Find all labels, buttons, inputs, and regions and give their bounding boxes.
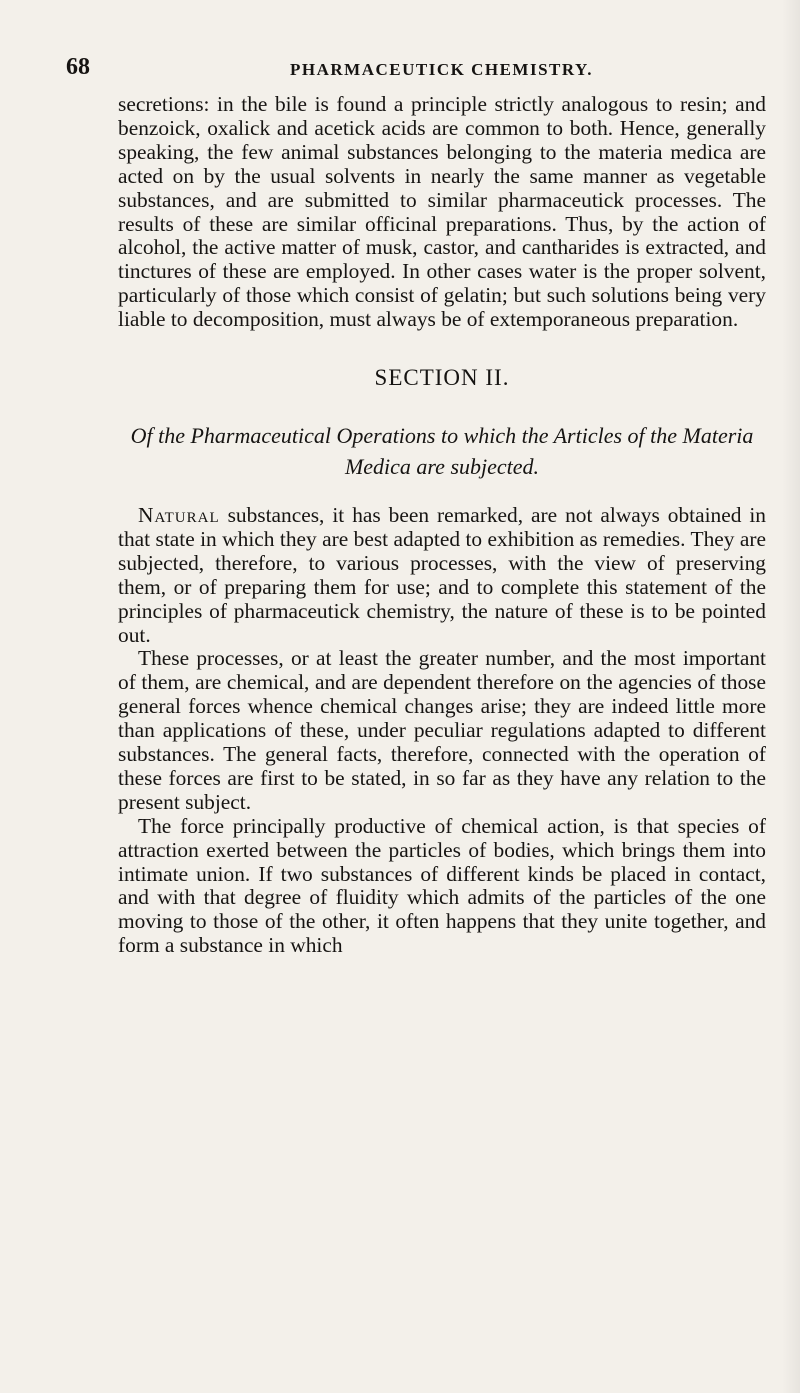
running-head — [66, 54, 760, 84]
page-number: 68 — [66, 54, 90, 80]
paragraph-chemical-force: The force principally productive of chemical action, is that species of attraction exerted between the particles of bodies, which brings them into intimate union. If two substances of different kinds be placed in contact, and with that degree of fluidity which admits of the particles of the one moving to those of the other, it often happens that they unite together, and form a substance in which — [118, 813, 766, 958]
paragraph-processes: These processes, or at least the greater number, and the most important of them, are chemical, and are dependent therefore on the agencies of those general forces whence chemical changes arise; they are indeed little more than applications of these, under peculiar regulations adapted to different substances. The general facts, therefore, connected with the operation of these forces are first to be stated, in so far as they have any relation to the present subject. — [118, 646, 766, 814]
section-heading: SECTION II. — [374, 365, 510, 391]
running-title: PHARMACEUTICK CHEMISTRY. — [290, 60, 594, 79]
paragraph-natural-substances — [118, 504, 766, 647]
section-subtitle: Of the Pharmaceutical Operations to which the Articles of the Materia Medica are subjected. — [130, 422, 754, 479]
page-edge-shadow — [782, 0, 800, 1393]
paragraph-secretions: secretions: in the bile is found a principle strictly analogous to resin; and benzoick, oxalick and acetick acids are common to both. Hence, generally speaking, the few animal substances belonging to the materia medica are acted on by the usual solvents in nearly the same manner as vegetable substances, and are submitted to similar pharmaceutick processes. The results of these are similar officinal preparations. Thus, by the action of alcohol, the active matter of musk, castor, and cantharides is extracted, and tinctures of these are employed. In other cases water is the proper solvent, particularly of those which consist of gelatin; but such solutions being very liable to decomposition, must always be of extemporaneous preparation. — [118, 92, 766, 332]
lead-word: Natural — [138, 502, 220, 527]
lead-paragraph-text: substances, it has been remarked, are not always obtained in that state in which they are best adapted to exhibition as remedies. They are subjected, therefore, to various processes, with the view of preserving them, or of preparing them for use; and to complete this statement of the principles of pharmaceutick chemistry, the nature of these is to be pointed out. — [118, 502, 766, 647]
body-text — [118, 93, 766, 958]
